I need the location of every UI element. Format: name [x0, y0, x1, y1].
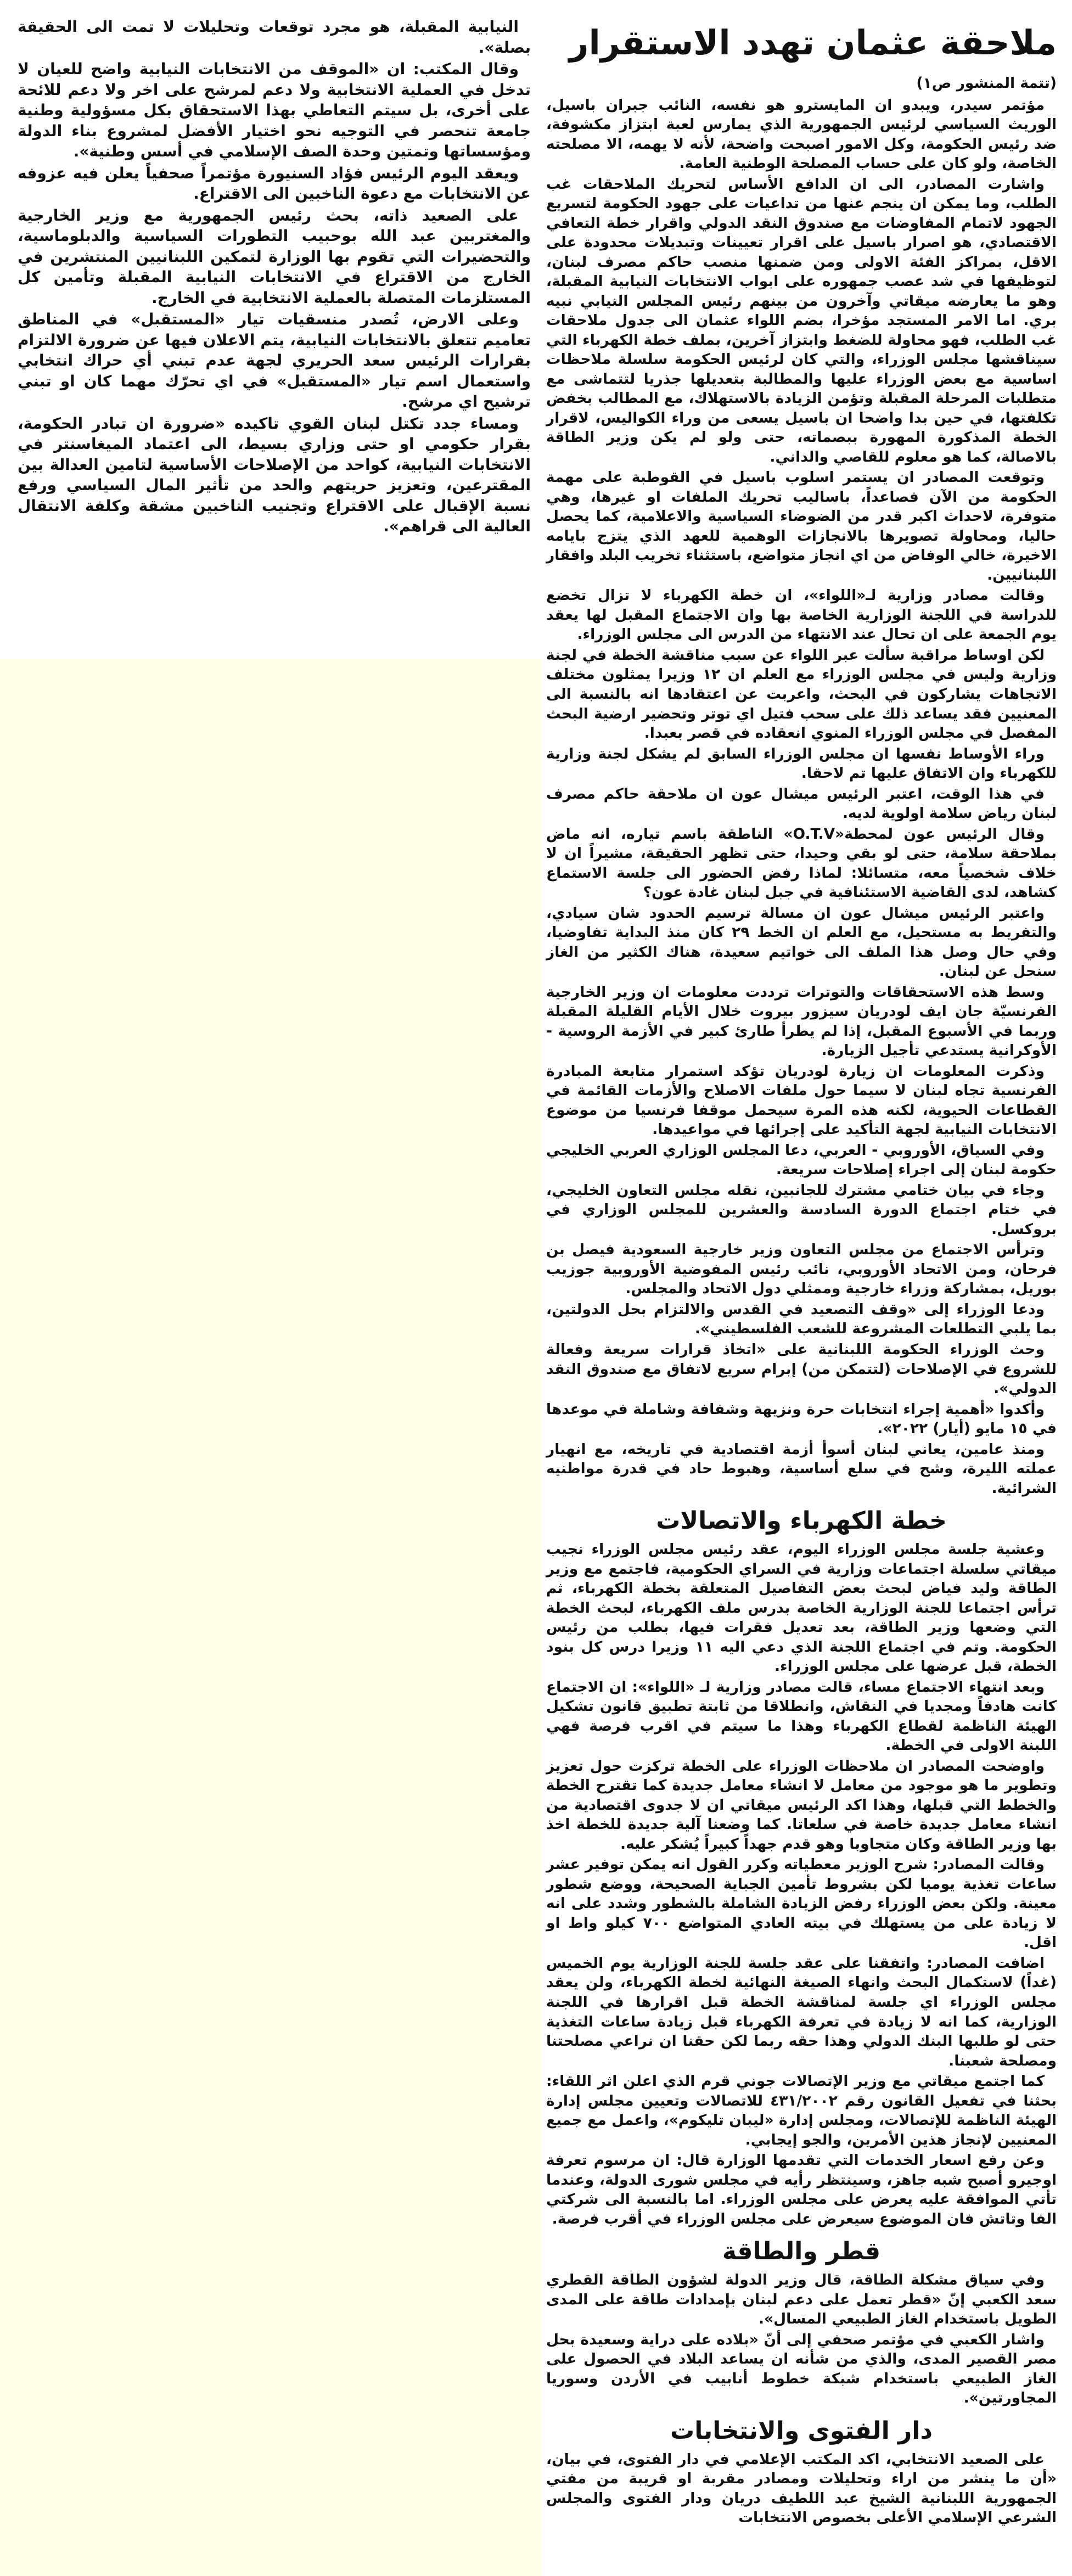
- right-paragraphs: [546, 96, 1057, 1499]
- article-paragraph: وأكدوا «أهمية إجراء انتخابات حرة ونزيهة وشفافة وشاملة في موعدها في ١٥ مايو (أيار) ٢٠٢٢».: [546, 1400, 1057, 1438]
- article-paragraph: كما اجتمع ميقاتي مع وزير الإتصالات جوني قرم الذي اعلن اثر اللقاء: بحثنا في تفعيل القانون رقم ٤٣١/٢٠٠٢ للاتصالات وتعيين مجلس إدارة الهيئة الناظمة للإتصالات، ومجلس إدارة «ليبان تليكوم»، واعمل مع جميع المعنيين لإنجاز هذين الأمرين، والجو إيجابي.: [546, 2073, 1057, 2148]
- article-paragraph: وراء الأوساط نفسها ان مجلس الوزراء السابق لم يشكل لجنة وزارية للكهرباء وان الاتفاق عليها تم لاحقا.: [546, 745, 1057, 782]
- section-title-qatar: قطر والطاقة: [722, 2237, 881, 2266]
- article-paragraph: وبعد انتهاء الاجتماع مساء، قالت مصادر وزارية لـ «اللواء»: ان الاجتماع كانت هادفاً ومجديا في النقاش، وانطلاقا من ثابتة تطبيق قانون تشكيل الهيئة الناظمة لقطاع الكهرباء وهذا ما سيتم في اقرب فرصة فهي اللبنة الاولى في الخطة.: [546, 1678, 1057, 1754]
- left-column: [18, 16, 531, 538]
- empty-area: [0, 659, 541, 2576]
- article-paragraph: وسط هذه الاستحقاقات والتوترات ترددت معلومات ان وزير الخارجية الفرنسيّة جان ايف لودريان سيزور بيروت خلال الأيام القليلة المقبلة وربما في الأسبوع المقبل، إذا لم يطرأ طارئ كبير في الأزمة الروسية - الأوكرانية يستدعي تأجيل الزيارة.: [546, 983, 1057, 1059]
- article-paragraph: وفي سياق مشكلة الطاقة، قال وزير الدولة لشؤون الطاقة القطري سعد الكعبي إنّ «قطر تعمل على دعم لبنان بإمدادات طاقة على المدى الطويل باستخدام الغاز الطبيعي المسال».: [546, 2271, 1057, 2328]
- electricity-paragraphs: [546, 1540, 1057, 2229]
- article-paragraph: النيابية المقبلة، هو مجرد توقعات وتحليلات لا تمت الى الحقيقة بصلة».: [18, 18, 531, 57]
- article-paragraph: على الصعيد الانتخابي، اكد المكتب الإعلامي في دار الفتوى، في بيان، «أن ما ينشر من اراء وتحليلات ومصادر مقربة او قريبة من مفتي الجمهورية اللبنانية الشيخ عبد اللطيف دريان ودار الفتوى والمجلس الشرعي الإسلامي الأعلى بخصوص الانتخابات: [546, 2450, 1057, 2527]
- left-paragraphs: [18, 16, 531, 537]
- article-paragraph: واعتبر الرئيس ميشال عون ان مسالة ترسيم الحدود شان سيادي، والتفريط به مستحيل، مع العلم ان الخط ٢٩ كان منذ البداية تفاوضيا، وفي حال وصل هذا الملف الى خواتيم سعيدة، هناك الكثير من الغاز سنحل عن لبنان.: [546, 904, 1057, 980]
- article-paragraph: وحث الوزراء الحكومة اللبنانية على «اتخاذ قرارات سريعة وفعالة للشروع في الإصلاحات (لتتمكن من) إبرام سريع لاتفاق مع صندوق النقد الدولي».: [546, 1341, 1057, 1398]
- article-paragraph: ومنذ عامين، يعاني لبنان أسوأ أزمة اقتصادية في تاريخه، مع انهيار عملته الليرة، وشح في سلع أساسية، وهبوط حاد في قدرة مواطنيه الشرائية.: [546, 1440, 1057, 1497]
- headline: ملاحقة عثمان تهدد الاستقرار: [569, 23, 1057, 63]
- fatwa-paragraphs: [546, 2450, 1057, 2528]
- right-column: [546, 16, 1057, 2529]
- article-paragraph: واوضحت المصادر ان ملاحظات الوزراء على الخطة تركزت حول تعزيز وتطوير ما هو موجود من معامل لا انشاء معامل جديدة كما تقترح الخطة والخطط التي قبلها، وهذا اكد الرئيس ميقاتي ان لا جدوى اقتصادية من انشاء معامل جديدة خاصة في سلعاتا. كما وضعنا آلية جديدة للخطة اخذ بها وزير الطاقة وكان متجاوبا وهو قدم جهداً كبيراً يُشكر عليه.: [546, 1757, 1057, 1853]
- article-paragraph: ودعا الوزراء إلى «وقف التصعيد في القدس والالتزام بحل الدولتين، بما يلبي التطلعات المشروعة للشعب الفلسطيني».: [546, 1300, 1057, 1338]
- section-title-fatwa: دار الفتوى والانتخابات: [670, 2416, 933, 2445]
- article-paragraph: وترأس الاجتماع من مجلس التعاون وزير خارجية السعودية فيصل بن فرحان، ومن الاتحاد الأوروبي، نائب رئيس المفوضية الأوروبية جوزيب بوريل، بمشاركة وزراء خارجية وممثلي دول الاتحاد والمجلس.: [546, 1241, 1057, 1298]
- article-paragraph: وقالت مصادر وزارية لـ«اللواء»، ان خطة الكهرباء لا تزال تخضع للدراسة في اللجنة الوزارية الخاصة بها وان الاجتماع المقبل لها يعقد يوم الجمعة على ان تحال عند الانتهاء من الدرس الى مجلس الوزراء.: [546, 587, 1057, 643]
- article-paragraph: مؤتمر سيدر، ويبدو ان المايسترو هو نفسه، النائب جبران باسيل، الوريث السياسي لرئيس الجمهورية الذي يمارس لعبة ابتزاز مكشوفة، ضد رئيس الحكومة، وكل الامور اصبحت واضحة، لأنه لا يهمه، الا مصلحته الخاصة، ولو كان على حساب المصلحة الوطنية العامة.: [546, 96, 1057, 172]
- article-paragraph: وقالت المصادر: شرح الوزير معطياته وكرر القول انه يمكن توفير عشر ساعات تغذية يوميا لكن بشروط تأمين الجباية الصحيحة، ووضع شطور معينة. ولكن بعض الوزراء رفض الزيادة الشاملة بالشطور وشدد على انه لا زيادة على من يستهلك في بيته العادي المتواضع ٧٠٠ كيلو واط او اقل.: [546, 1856, 1057, 1951]
- article-paragraph: وفي السياق، الأوروبي - العربي، دعا المجلس الوزاري العربي الخليجي حكومة لبنان إلى اجراء إصلاحات سريعة.: [546, 1141, 1057, 1178]
- article-paragraph: وعشية جلسة مجلس الوزراء اليوم، عقد رئيس مجلس الوزراء نجيب ميقاتي سلسلة اجتماعات وزارية في السراي الحكومية، فاجتمع مع وزير الطاقة وليد فياض لبحث بعض التفاصيل المتعلقة بخطة الكهرباء، ثم ترأس اجتماعا للجنة الوزارية الخاصة بدرس ملف الكهرباء، لبحث الخطة التي وضعها وزير الطاقة، بعد تعديل فقرات فيها، بطلب من رئيس الحكومة. وتم في اجتماع اللجنة الذي دعي اليه ١١ وزيرا درس كل بنود الخطة، قبل عرضها على مجلس الوزراء.: [546, 1541, 1057, 1675]
- article-paragraph: وعلى الارض، تُصدر منسقيات تيار «المستقبل» في المناطق تعاميم تتعلق بالانتخابات النيابية، يتم الاعلان فيها عن ضرورة الالتزام بقرارات الرئيس سعد الحريري لجهة عدم تبني أي حراك انتخابي واستعمال اسم تيار «المستقبل» في اي تحرّك مهما كان او تبني ترشيح اي مرشح.: [18, 310, 531, 411]
- article-paragraph: وقال المكتب: ان «الموقف من الانتخابات النيابية واضح للعيان لا تدخل في العملية الانتخابية ولا دعم لمرشح على اخر ولا دعم للائحة على أخرى، بل سيتم التعاطي بهذا الاستحقاق بكل مسؤولية وطنية جامعة تنحصر في التوجيه نحو اختيار الأفضل لمشروع بناء الدولة ومؤسساتها وتمتين وحدة الصف الإسلامي في أسس وطنية».: [18, 60, 531, 160]
- article-paragraph: على الصعيد ذاته، بحث رئيس الجمهورية مع وزير الخارجية والمغتربين عبد الله بوحبيب التطورات السياسية والدبلوماسية، والتحضيرات التي تقوم بها الوزارة لتمكين اللبنانيين المنتشرين في الخارج من الاقتراع في الانتخابات النيابية المقبلة وتأمين كل المستلزمات المتصلة بالعملية الانتخابية في الخارج.: [18, 206, 531, 307]
- section-title-electricity: خطة الكهرباء والاتصالات: [656, 1507, 947, 1535]
- article-paragraph: ويعقد اليوم الرئيس فؤاد السنيورة مؤتمراً صحفياً يعلن فيه عزوفه عن الانتخابات مع دعوة الناخبين الى الاقتراع.: [18, 164, 531, 203]
- article-paragraph: وعن رفع اسعار الخدمات التي تقدمها الوزارة قال: ان مرسوم تعرفة اوجيرو أصبح شبه جاهز، وسينتظر رأيه في مجلس شورى الدولة، وعندما تأتي الموافقة عليه يعرض على مجلس الوزراء. اما بالنسبة الى شركتي الفا وتاتش فان الموضوع سيعرض على مجلس الوزراء في أقرب فرصة.: [546, 2152, 1057, 2227]
- qatar-paragraphs: [546, 2270, 1057, 2408]
- article-paragraph: في هذا الوقت، اعتبر الرئيس ميشال عون ان ملاحقة حاكم مصرف لبنان رياض سلامة اولوية لديه.: [546, 785, 1057, 822]
- article-paragraph: اضافت المصادر: واتفقنا على عقد جلسة للجنة الوزارية يوم الخميس (غداً) لاستكمال البحث وانهاء الصيغة النهائية لخطة الكهرباء، ولن يعقد مجلس الوزراء اي جلسة لمناقشة الخطة قبل اقرارها في اللجنة الوزارية، كما انه لا زيادة في تعرفة الكهرباء قبل زيادة ساعات التغذية حتى لو طلبها البنك الدولي وهذا حقه ربما لكن حقنا ان نراعي مصلحتنا ومصلحة شعبنا.: [546, 1954, 1057, 2069]
- article-paragraph: لكن اوساط مراقبة سألت عبر اللواء عن سبب مناقشة الخطة في لجنة وزارية وليس في مجلس الوزراء مع العلم ان ١٢ وزيرا يمثلون مختلف الاتجاهات يشاركون في البحث، واعربت عن اعتقادها انه بالنسبة الى المعنيين فقد يساعد ذلك على سحب فتيل اي توتر وتحضير ارضية البحث المفصل في مجلس الوزراء المنوي انعقاده في قصر بعبدا.: [546, 646, 1057, 742]
- article-paragraph: وتوقعت المصادر ان يستمر اسلوب باسيل في القوطبة على مهمة الحكومة من الآن فصاعداً، باساليب تحريك الملفات او غيرها، وهي متوفرة، لاحداث اكبر قدر من الضوضاء السياسية والاعلامية، كما يحصل حاليا، ومحاولة تصويرها بالانجازات الوهمية للعهد الذي يتزج بايامه الاخيرة، خالي الوفاض من اي انجاز متواضع، باستثناء تخريب البلد وافقار اللبنانيين.: [546, 469, 1057, 583]
- article-paragraph: ومساء جدد تكتل لبنان القوي تاكيده «ضرورة ان تبادر الحكومة، بقرار حكومي او حتى وزاري بسيط، الى اعتماد الميغاسنتر في الانتخابات النيابية، كواحد من الإصلاحات الأساسية لتامين العدالة بين المقترعين، وتعزيز حريتهم والحد من تأثير المال السياسي ورفع نسبة الإقبال على الاقتراع وتجنيب الناخبين مشقة وكلفة الانتقال العالية الى قراهم».: [18, 414, 531, 535]
- article-paragraph: وجاء في بيان ختامي مشترك للجانبين، نقله مجلس التعاون الخليجي، في ختام اجتماع الدورة السادسة والعشرين للمجلس الوزاري في بروكسل.: [546, 1181, 1057, 1238]
- article-paragraph: وذكرت المعلومات ان زيارة لودريان تؤكد استمرار متابعة المبادرة الفرنسية تجاه لبنان لا سيما حول ملفات الاصلاح والأزمات القائمة في القطاعات الحيوية، لكنه هذه المرة سيحمل موقفا فرنسيا من موضوع الانتخابات النيابية لجهة التأكيد على إجرائها في مواعيدها.: [546, 1062, 1057, 1138]
- article-paragraph: واشار الكعبي في مؤتمر صحفي إلى أنّ «بلاده على دراية وسعيدة بحل مصر القصير المدى، والذي من شأنه ان يساعد البلاد في الحصول على الغاز الطبيعي باستخدام شبكة خطوط أنابيب في الأردن وسوريا المجاورتين».: [546, 2331, 1057, 2407]
- continued-note: (تتمة المنشور ص١): [916, 75, 1057, 92]
- article-paragraph: وقال الرئيس عون لمحطة«O.T.V» الناطقة باسم تياره، انه ماض بملاحقة سلامة، حتى لو بقي وحيدا، حتى تظهر الحقيقة، مشيراً ان لا خلاف شخصياً معه، متسائلا: لماذا رفض الحضور الى جلسة الاستماع كشاهد، لدى القاضية الاستئنافية في جبل لبنان غادة عون؟: [546, 825, 1057, 901]
- article-paragraph: واشارت المصادر، الى ان الدافع الأساس لتحريك الملاحقات غب الطلب، وما يمكن ان ينجم عنها من تداعيات على جهود الحكومة لتسريع الجهود لاتمام المفاوضات مع صندوق النقد الدولي واقرار خطة التعافي الاقتصادي، هو اصرار باسيل على اقرار تعيينات وتبديلات محدودة على الاقل، بمراكز الفئة الاولى ومن ضمنها منصب حاكم مصرف لبنان، لتوظيفها في شد عصب جمهوره على ابواب الانتخابات النيابية المقبلة، وهو ما يعارضه ميقاتي وآخرون من بينهم رئيس المجلس النيابي نبيه بري. اما الامر المستجد مؤخرا، بضم اللواء عثمان الى جدول ملاحقات غب الطلب، فهو محاولة للضغط وابتزاز آخرين، بملف خطة الكهرباء التي سيناقشها مجلس الوزراء، والتي كان لرئيس الحكومة سلسلة ملاحظات اساسية مع بعض الوزراء عليها والمطالبة بتعديلها جذريا لتتماشى مع متطلبات المرحلة المقبلة وتؤمن الزيادة بالاستهلاك، مع المطالب بخفض تكلفتها، في حين بدا واضحا ان باسيل يسعى من وراء الكواليس، لاقرار الخطة المذكورة المهورة ببصماته، حتى ولو لم يكن وزير الطاقة بالاصالة، كما هو معلوم للقاصي والداني.: [546, 175, 1057, 465]
